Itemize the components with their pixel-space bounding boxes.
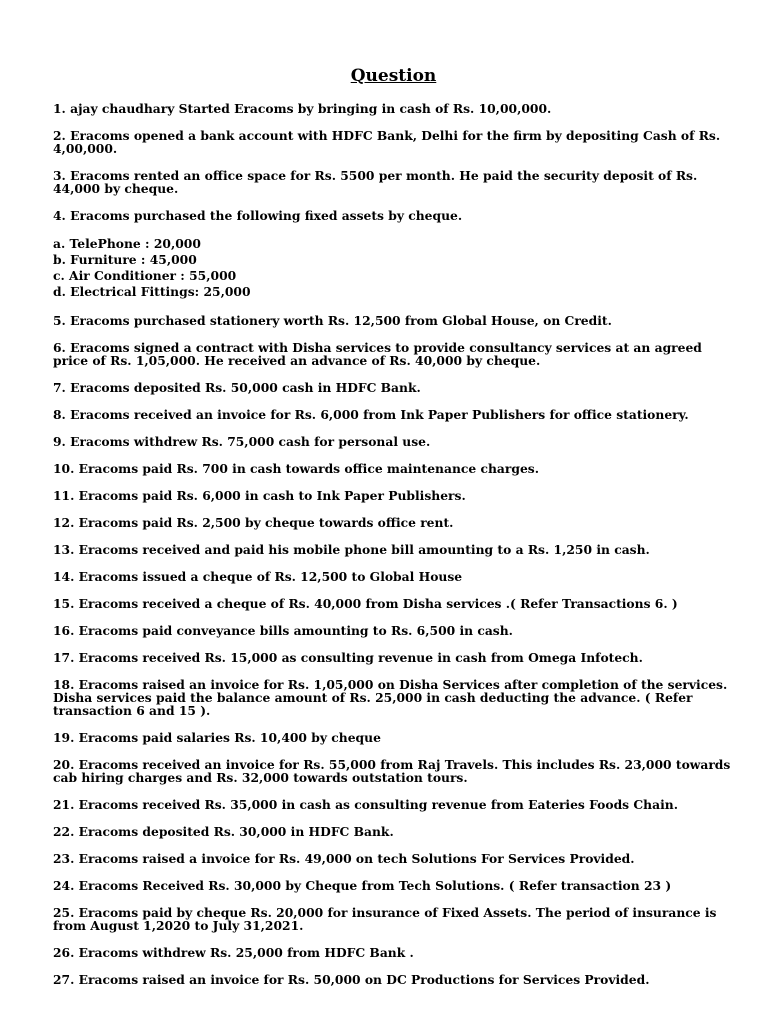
question-12: 12. Eracoms paid Rs. 2,500 by cheque towards office rent. bbox=[53, 515, 454, 530]
fixed-assets-list bbox=[53, 236, 738, 300]
question-14: 14. Eracoms issued a cheque of Rs. 12,500 to Global House bbox=[53, 569, 463, 584]
question-20: 20. Eracoms received an invoice for Rs. 55,000 from Raj Travels. This includes Rs. 23,000 towards cab hiring charges and Rs. 32,000 towards outstation tours. bbox=[53, 757, 731, 785]
question-11: 11. Eracoms paid Rs. 6,000 in cash to Ink Paper Publishers. bbox=[53, 488, 466, 503]
fixed-asset-item: d. Electrical Fittings: 25,000 bbox=[53, 284, 251, 299]
question-10: 10. Eracoms paid Rs. 700 in cash towards office maintenance charges. bbox=[53, 461, 539, 476]
question-22: 22. Eracoms deposited Rs. 30,000 in HDFC Bank. bbox=[53, 824, 394, 839]
question-7: 7. Eracoms deposited Rs. 50,000 cash in HDFC Bank. bbox=[53, 380, 421, 395]
question-13: 13. Eracoms received and paid his mobile phone bill amounting to a Rs. 1,250 in cash. bbox=[53, 542, 650, 557]
question-3: 3. Eracoms rented an office space for Rs. 5500 per month. He paid the security deposit of Rs. 44,000 by cheque. bbox=[53, 168, 698, 196]
page-title: Question bbox=[350, 66, 437, 86]
question-24: 24. Eracoms Received Rs. 30,000 by Cheque from Tech Solutions. ( Refer transaction 23 ) bbox=[53, 878, 672, 893]
question-16: 16. Eracoms paid conveyance bills amounting to Rs. 6,500 in cash. bbox=[53, 623, 513, 638]
question-9: 9. Eracoms withdrew Rs. 75,000 cash for personal use. bbox=[53, 434, 431, 449]
question-4: 4. Eracoms purchased the following fixed assets by cheque. bbox=[53, 208, 463, 223]
question-5: 5. Eracoms purchased stationery worth Rs. 12,500 from Global House, on Credit. bbox=[53, 313, 612, 328]
question-27: 27. Eracoms raised an invoice for Rs. 50,000 on DC Productions for Services Provided. bbox=[53, 972, 650, 987]
question-19: 19. Eracoms paid salaries Rs. 10,400 by cheque bbox=[53, 730, 381, 745]
question-6: 6. Eracoms signed a contract with Disha services to provide consultancy services at an agreed price of Rs. 1,05,000. He received an advance of Rs. 40,000 by cheque. bbox=[53, 340, 702, 368]
fixed-asset-item: c. Air Conditioner : 55,000 bbox=[53, 268, 237, 283]
fixed-asset-item: b. Furniture : 45,000 bbox=[53, 252, 197, 267]
question-1: 1. ajay chaudhary Started Eracoms by bringing in cash of Rs. 10,00,000. bbox=[53, 101, 552, 116]
question-26: 26. Eracoms withdrew Rs. 25,000 from HDFC Bank . bbox=[53, 945, 414, 960]
question-23: 23. Eracoms raised a invoice for Rs. 49,000 on tech Solutions For Services Provided. bbox=[53, 851, 635, 866]
question-21: 21. Eracoms received Rs. 35,000 in cash as consulting revenue from Eateries Foods Chain. bbox=[53, 797, 678, 812]
question-18: 18. Eracoms raised an invoice for Rs. 1,05,000 on Disha Services after completion of the services. Disha services paid the balance amount of Rs. 25,000 in cash deducting the advance. ( Refer transaction 6 and 15 ). bbox=[53, 677, 728, 718]
fixed-asset-item: a. TelePhone : 20,000 bbox=[53, 236, 201, 251]
question-8: 8. Eracoms received an invoice for Rs. 6,000 from Ink Paper Publishers for office stationery. bbox=[53, 407, 689, 422]
question-17: 17. Eracoms received Rs. 15,000 as consulting revenue in cash from Omega Infotech. bbox=[53, 650, 643, 665]
question-2: 2. Eracoms opened a bank account with HDFC Bank, Delhi for the firm by depositing Cash of Rs. 4,00,000. bbox=[53, 128, 721, 156]
question-25: 25. Eracoms paid by cheque Rs. 20,000 for insurance of Fixed Assets. The period of insurance is from August 1,2020 to July 31,2021. bbox=[53, 905, 717, 933]
question-15: 15. Eracoms received a cheque of Rs. 40,000 from Disha services .( Refer Transactions 6. ) bbox=[53, 596, 678, 611]
